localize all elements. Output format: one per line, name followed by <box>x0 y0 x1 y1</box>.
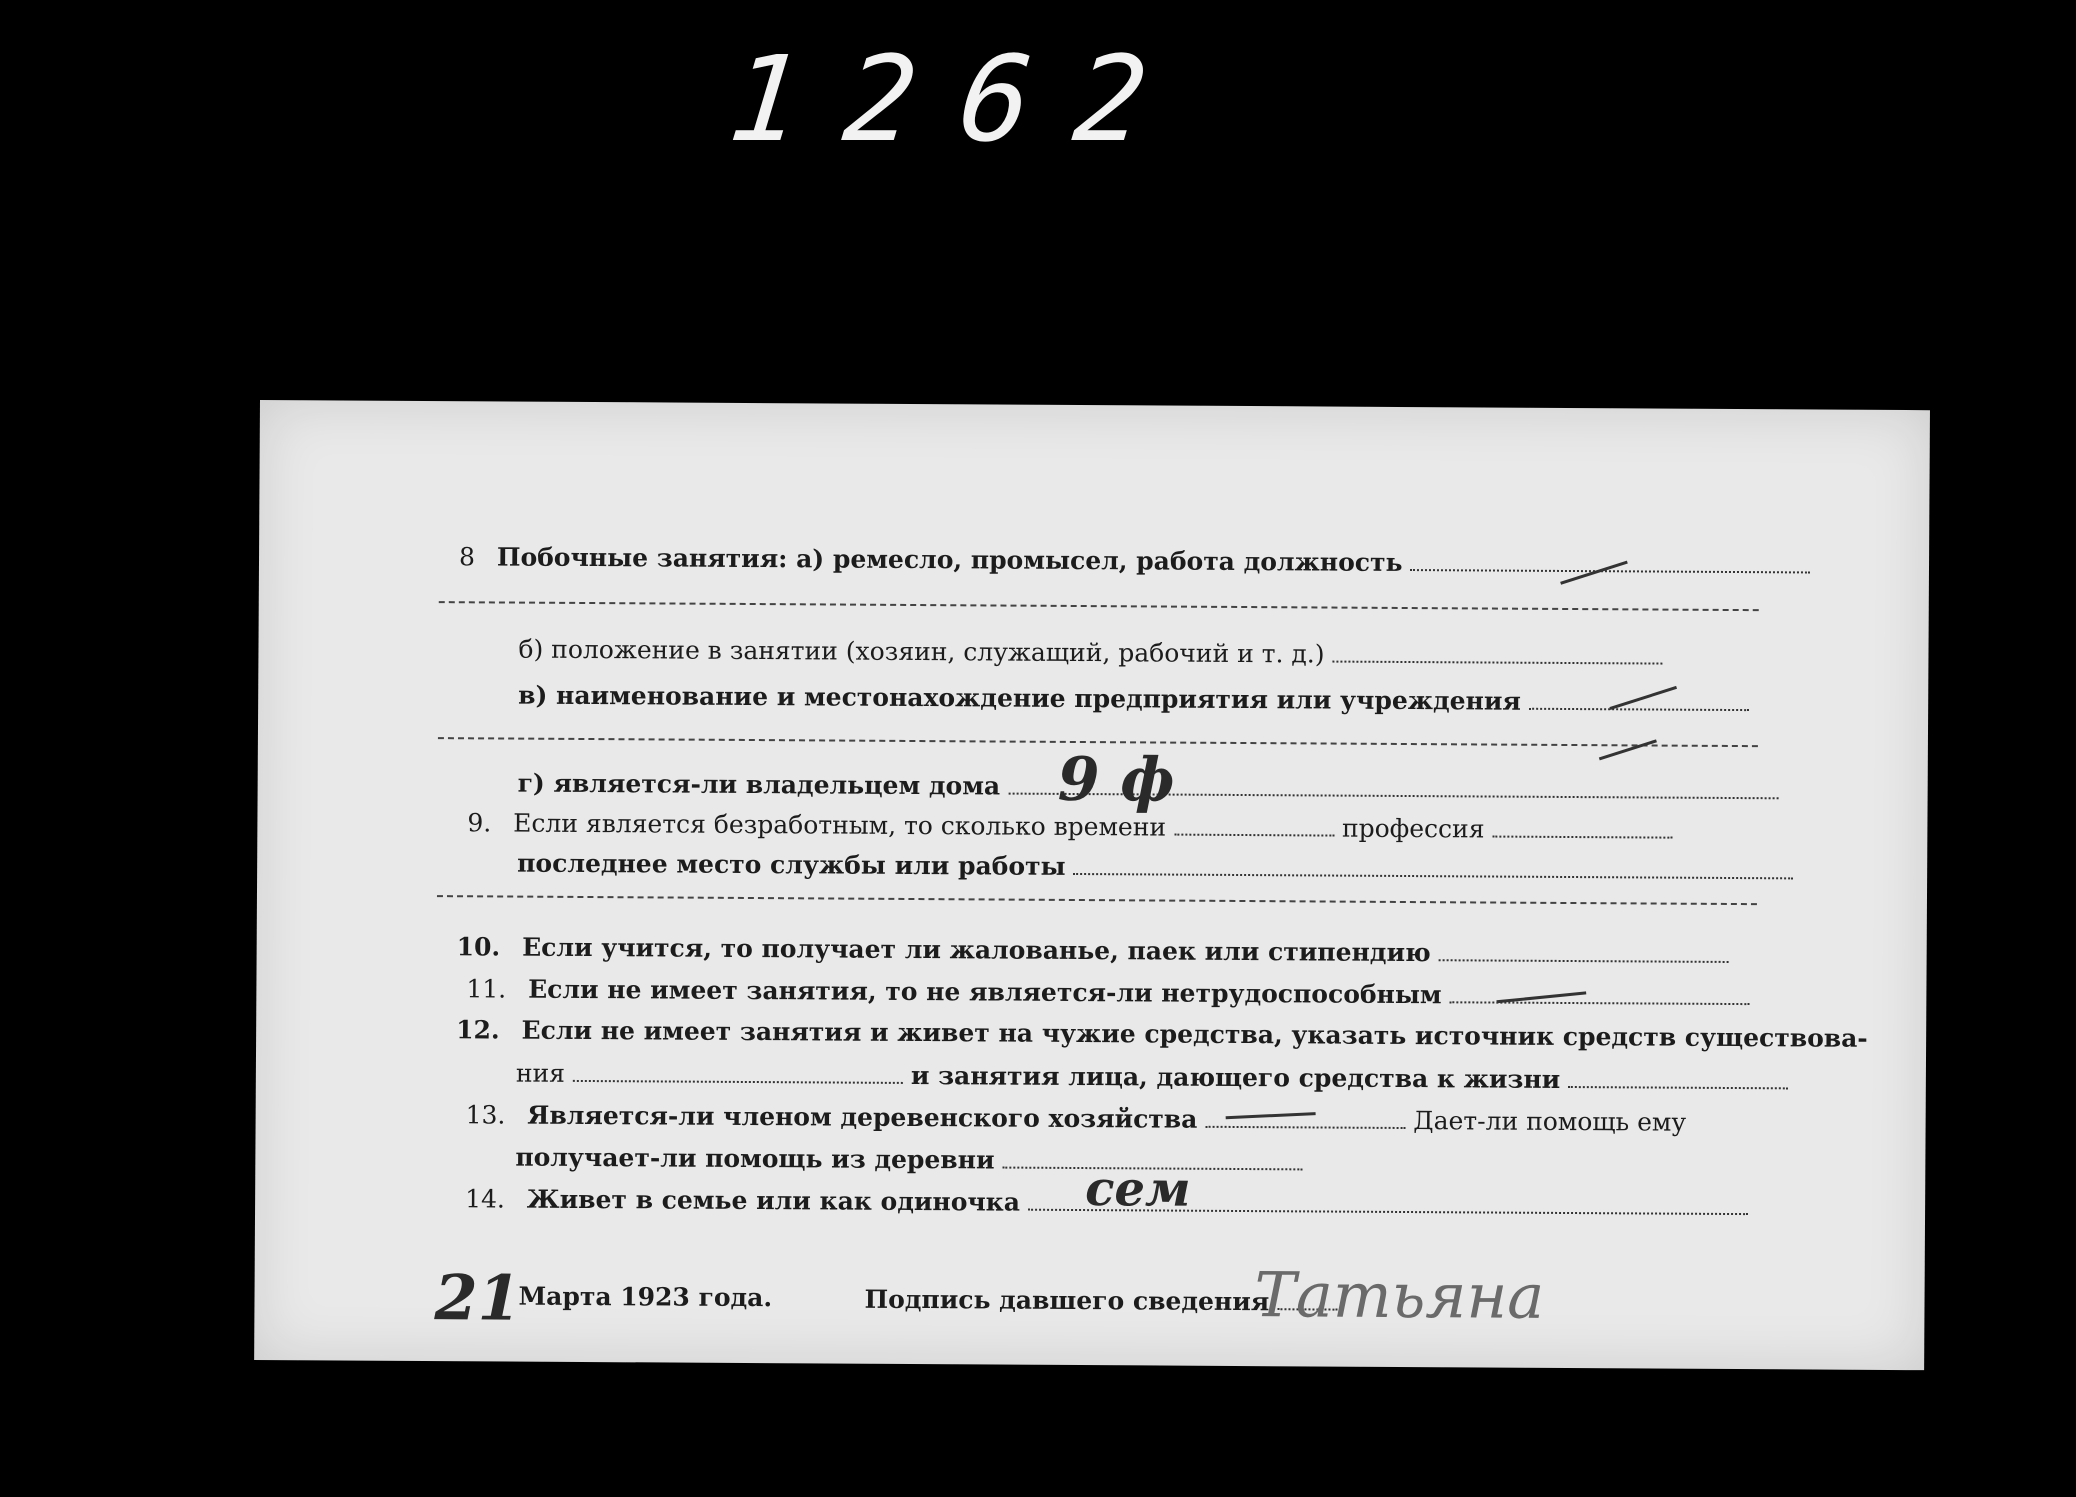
q13-text: Является-ли членом деревенского хозяйства <box>527 1100 1198 1134</box>
footer-date-suffix: Марта 1923 года. <box>518 1281 773 1313</box>
q13-cont-label: получает-ли помощь из деревни <box>515 1142 995 1175</box>
q13-help-label: Дает-ли помощь ему <box>1413 1106 1687 1137</box>
questionnaire-card <box>254 400 1930 1370</box>
archive-frame-number: 1262 <box>722 30 1198 168</box>
q10-line <box>457 931 1729 970</box>
q12-line <box>456 1015 1868 1054</box>
q12-cont-b: и занятия лица, дающего средства к жизни <box>910 1060 1561 1094</box>
q13-line <box>466 1099 1687 1137</box>
q8a-label: Побочные занятия: а) ремесло, промысел, работа должность <box>496 542 1403 577</box>
q8g-label: г) является-ли владельцем дома <box>517 768 1001 801</box>
q14-text: Живет в семье или как одиночка <box>526 1184 1021 1217</box>
q10-text: Если учится, то получает ли жалованье, паек или стипендию <box>522 932 1431 968</box>
date-day-handwriting: 21 <box>434 1261 522 1335</box>
family-status-handwriting: сем <box>1085 1161 1191 1218</box>
q8-rule2-dash-mark <box>1599 739 1657 760</box>
q12-number: 12. <box>456 1015 500 1045</box>
q9-rule <box>437 895 1757 905</box>
q13-number: 13. <box>465 1100 506 1130</box>
q10-number: 10. <box>456 932 501 962</box>
q9-time-fill <box>1174 812 1334 837</box>
q12-cont-line <box>516 1058 1789 1097</box>
q9-line <box>467 807 1672 845</box>
q14-number: 14. <box>465 1184 505 1214</box>
q8v-label: в) наименование и местонахождение предприятия или учреждения <box>518 680 1522 716</box>
q11-fill <box>1450 979 1750 1005</box>
q8b-fill <box>1332 639 1662 665</box>
q8-rule-1 <box>439 601 1759 611</box>
q8-number: 8 <box>458 542 476 572</box>
q12-person-fill <box>1568 1064 1788 1089</box>
q8-line <box>459 541 1811 580</box>
q8b-line <box>518 634 1662 672</box>
q9-profession-label: профессия <box>1341 813 1485 844</box>
q11-number: 11. <box>466 974 507 1004</box>
signature-label: Подпись давшего сведения <box>864 1284 1270 1317</box>
q12-source-fill <box>573 1058 903 1084</box>
q9-profession-fill <box>1492 814 1672 839</box>
q10-fill <box>1439 937 1729 963</box>
q9-last-label: последнее место службы или работы <box>517 848 1066 881</box>
q9-last-line <box>517 848 1794 887</box>
q11-text: Если не имеет занятия, то не является-ли нетрудоспособным <box>528 974 1442 1010</box>
q8v-line <box>518 680 1749 719</box>
q12-cont-a: ния <box>515 1058 566 1088</box>
signature-handwriting: Татьяна <box>1254 1258 1545 1333</box>
q8a-fill <box>1410 547 1810 573</box>
q11-line <box>466 973 1749 1012</box>
q12-text: Если не имеет занятия и живет на чужие средства, указать источник средств существова- <box>521 1015 1868 1053</box>
house-owner-handwriting: 9 ф <box>1057 744 1175 816</box>
q9-last-fill <box>1074 851 1794 879</box>
footer-date <box>518 1282 772 1314</box>
q8b-label: б) положение в занятии (хозяин, служащий, рабочий и т. д.) <box>518 634 1325 669</box>
q9-number: 9. <box>467 808 492 838</box>
q9-text: Если является безработным, то сколько времени <box>513 808 1167 842</box>
